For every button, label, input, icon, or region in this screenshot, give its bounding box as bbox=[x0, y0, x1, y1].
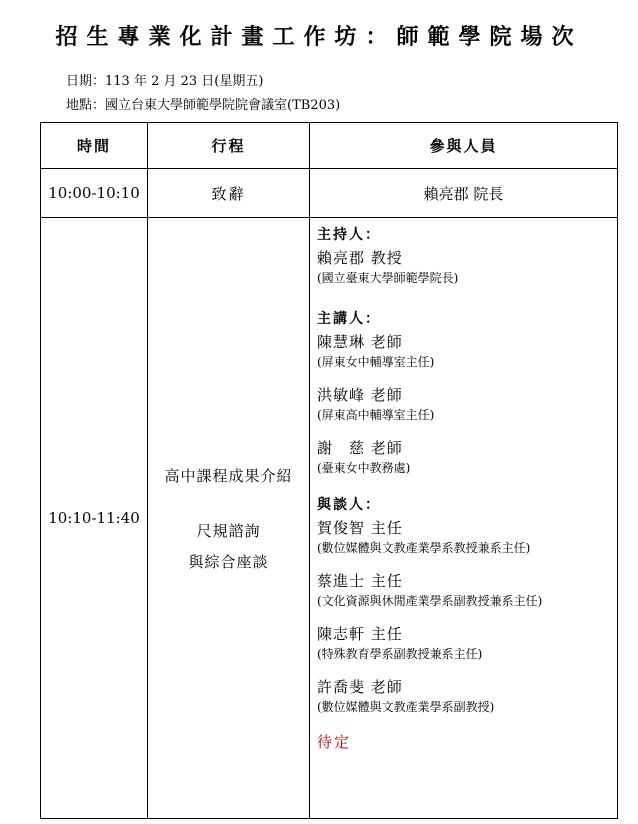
schedule-table bbox=[40, 122, 618, 819]
panelist-name: 賀俊智 主任 bbox=[317, 519, 403, 537]
row2-participants bbox=[310, 218, 618, 819]
row1-participants: 賴亮郡 院長 bbox=[310, 169, 618, 218]
panelist-entry bbox=[317, 623, 617, 662]
table-row bbox=[41, 218, 618, 819]
panelist-name: 蔡進士 主任 bbox=[317, 572, 403, 590]
speaker-entry bbox=[317, 437, 617, 476]
speaker-entry bbox=[317, 384, 617, 423]
speaker-title: (屏東女中輔導室主任) bbox=[317, 355, 435, 369]
agenda-line-1: 高中課程成果介紹 bbox=[164, 466, 293, 485]
row1-agenda: 致辭 bbox=[148, 169, 310, 218]
panelist-title: (數位媒體與文教產業學系副教授) bbox=[317, 700, 495, 714]
date-line: 日期：113 年 2 月 23 日(星期五) bbox=[66, 74, 264, 89]
panelist-title: (文化資源與休閒產業學系副教授兼系主任) bbox=[317, 594, 543, 608]
header-participants: 參與人員 bbox=[310, 123, 618, 169]
host-entry bbox=[317, 247, 617, 286]
panelists-label: 與談人： bbox=[317, 497, 381, 513]
panelist-name: 許喬斐 老師 bbox=[317, 678, 403, 696]
speaker-title: (臺東女中教務處) bbox=[317, 461, 411, 475]
host-name: 賴亮郡 教授 bbox=[317, 249, 403, 267]
speaker-name: 洪敏峰 老師 bbox=[317, 386, 403, 404]
speakers-label: 主講人： bbox=[317, 311, 381, 327]
panelist-entry bbox=[317, 517, 617, 556]
panelist-entry bbox=[317, 570, 617, 609]
header-time: 時間 bbox=[41, 123, 148, 169]
tbd-note: 待定 bbox=[317, 733, 352, 751]
panelist-entry bbox=[317, 676, 617, 715]
row2-time: 10:10-11:40 bbox=[41, 218, 148, 819]
speaker-title: (屏東高中輔導室主任) bbox=[317, 408, 435, 422]
agenda-line-2: 尺規諮詢 bbox=[196, 521, 261, 540]
speaker-name: 陳慧琳 老師 bbox=[317, 333, 403, 351]
header-agenda: 行程 bbox=[148, 123, 310, 169]
panelist-title: (數位媒體與文教產業學系教授兼系主任) bbox=[317, 541, 531, 555]
speaker-entry bbox=[317, 331, 617, 370]
host-title: (國立臺東大學師範學院長) bbox=[317, 271, 459, 285]
venue-line: 地點：國立台東大學師範學院院會議室(TB203) bbox=[66, 98, 341, 113]
panelist-name: 陳志軒 主任 bbox=[317, 625, 403, 643]
row2-agenda bbox=[148, 218, 310, 819]
speaker-name: 謝 慈 老師 bbox=[317, 439, 403, 457]
host-label: 主持人： bbox=[317, 227, 381, 243]
agenda-line-3: 與綜合座談 bbox=[188, 552, 269, 571]
panelist-title: (特殊教育學系副教授兼系主任) bbox=[317, 647, 483, 661]
document-title: 招生專業化計畫工作坊：師範學院場次 bbox=[55, 25, 583, 50]
row1-time: 10:00-10:10 bbox=[41, 169, 148, 218]
table-header-row bbox=[41, 123, 618, 169]
table-row bbox=[41, 169, 618, 218]
